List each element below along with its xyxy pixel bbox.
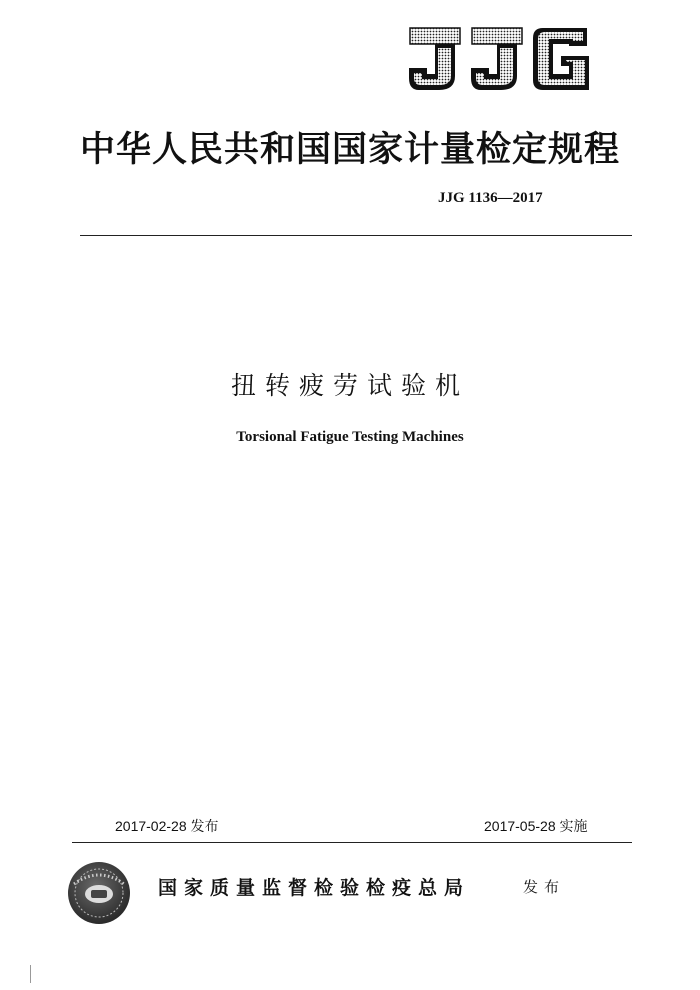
publish-label: 发布 [523, 878, 566, 896]
issue-date: 2017-02-28 发布 [115, 818, 219, 834]
top-divider [80, 235, 632, 236]
publisher-name: 国家质量监督检验检疫总局 [158, 877, 471, 899]
regulation-series-title: 中华人民共和国国家计量检定规程 [79, 129, 620, 170]
bottom-divider [72, 842, 632, 843]
subject-title-en: Torsional Fatigue Testing Machines [236, 429, 464, 445]
publisher-seal-icon [66, 860, 132, 926]
standard-code: JJG 1136—2017 [438, 190, 543, 206]
scan-edge-mark [30, 965, 31, 983]
jjg-logo [405, 24, 595, 94]
effective-date: 2017-05-28 实施 [484, 818, 588, 834]
subject-title-cn: 扭转疲劳试验机 [230, 371, 469, 400]
